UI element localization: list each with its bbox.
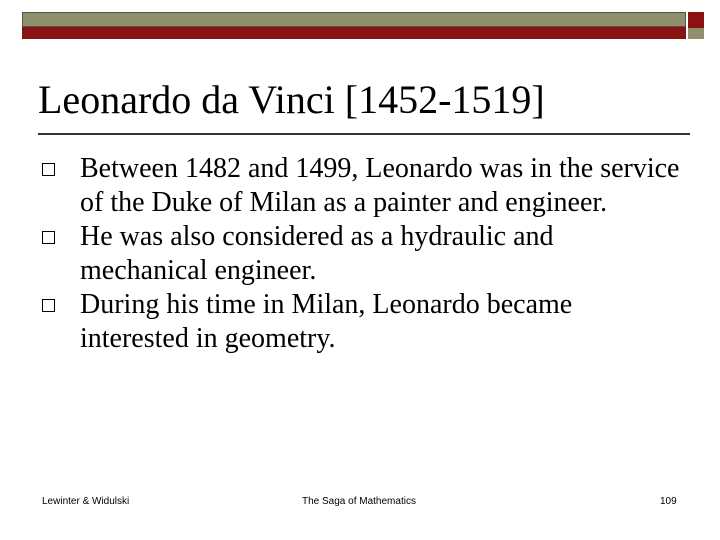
slide-title: Leonardo da Vinci [1452-1519] <box>38 77 545 122</box>
corner-decoration-square <box>688 12 704 28</box>
hollow-square-bullet-icon <box>42 231 55 244</box>
hollow-square-bullet-icon <box>42 299 55 312</box>
bullet-text: He was also considered as a hydraulic and mechanical engineer. <box>80 221 554 286</box>
title-divider <box>38 133 690 135</box>
bullet-text: Between 1482 and 1499, Leonardo was in the service of the Duke of Milan as a painter and engineer. <box>80 153 680 218</box>
footer-page-number: 109 <box>660 496 677 507</box>
bullet-item <box>40 152 680 220</box>
bullet-item <box>40 288 680 356</box>
bullet-text: During his time in Milan, Leonardo became interested in geometry. <box>80 289 573 354</box>
header-decoration-bar <box>22 12 686 27</box>
bullet-item <box>40 220 680 288</box>
footer-authors: Lewinter & Widulski <box>42 496 130 507</box>
footer-book-title: The Saga of Mathematics <box>302 496 416 507</box>
header-decoration-stripe <box>22 27 686 39</box>
bullet-list <box>40 152 680 356</box>
corner-decoration-stripe <box>688 28 704 39</box>
hollow-square-bullet-icon <box>42 163 55 176</box>
